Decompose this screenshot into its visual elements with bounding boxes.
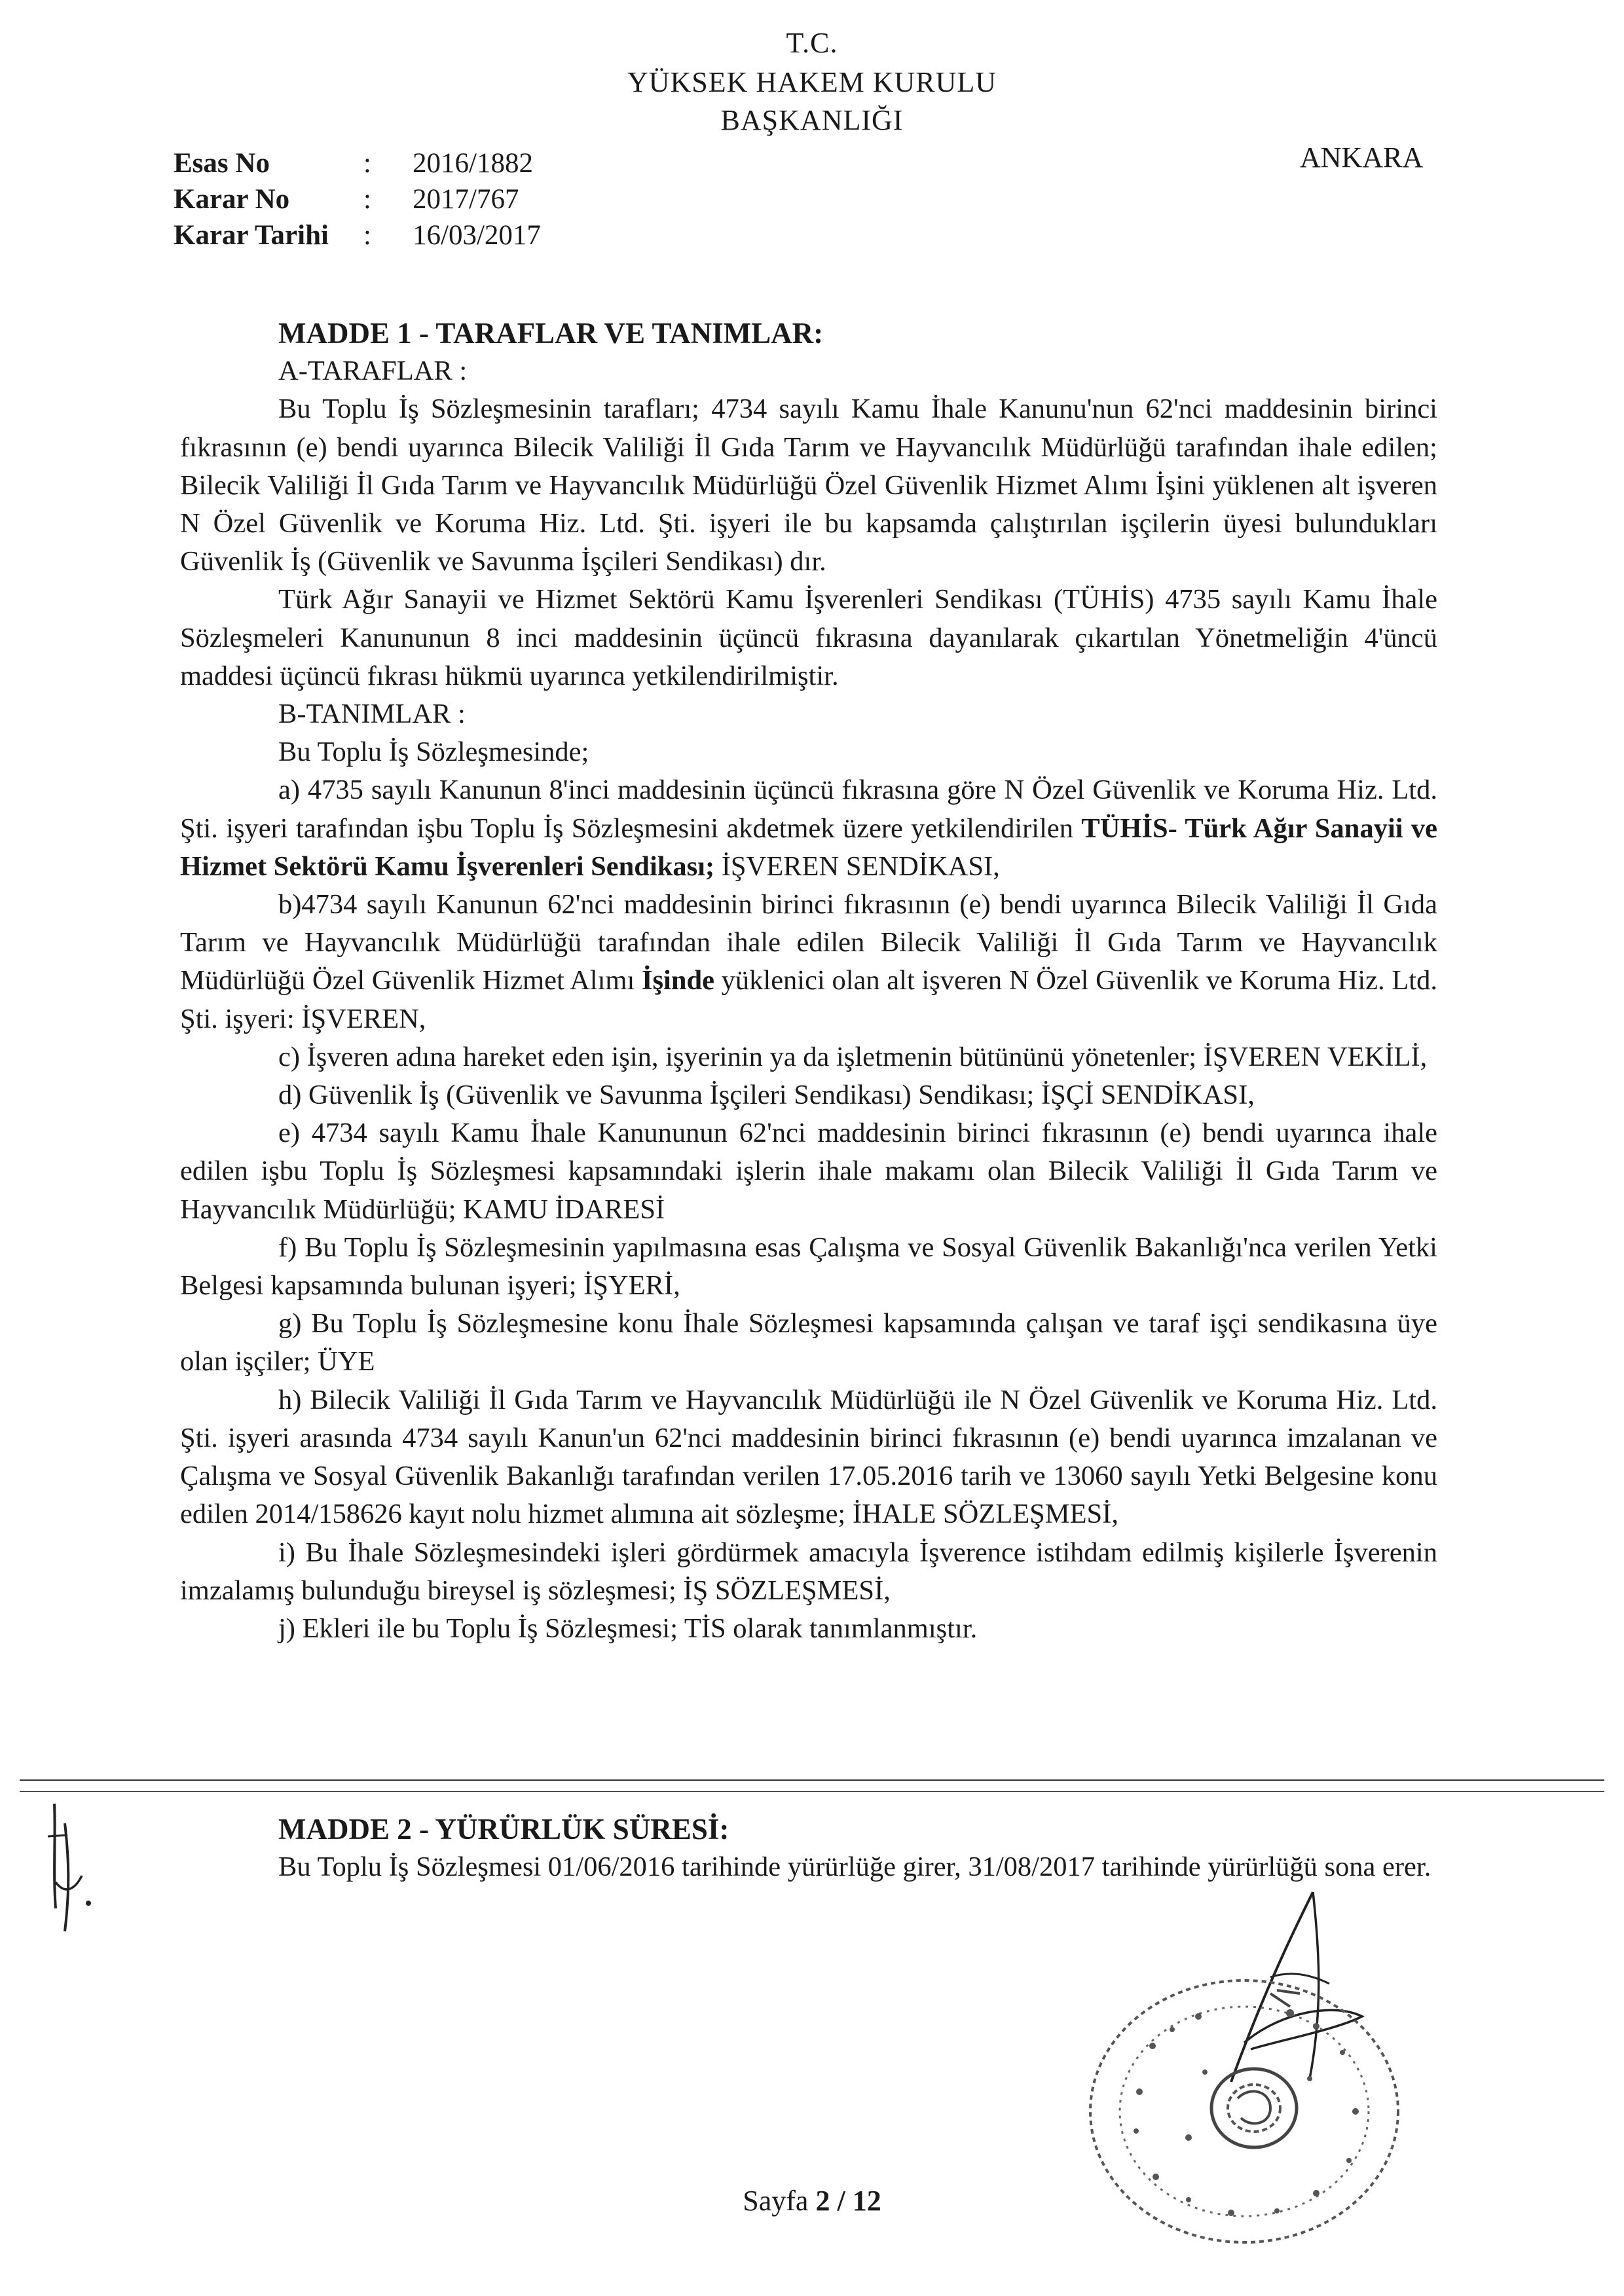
definition-i: i) Bu İhale Sözleşmesindeki işleri gördürmek amacıyla İşverence istihdam edilmiş kişilerle İşverenin imzalamış bulunduğu bireysel iş sözleşmesi; İŞ SÖZLEŞMESİ, (180, 1537, 1437, 1606)
b-tanimlar-title: B-TANIMLAR : (278, 699, 466, 730)
meta-esas-no (174, 147, 533, 179)
definition-b-tail: yüklenici olan alt işveren N Özel Güvenlik ve Koruma Hiz. Ltd. Şti. işyeri: İŞVEREN, (180, 965, 1437, 1034)
definition-a-text: a) 4735 sayılı Kanunun 8'inci maddesinin üçüncü fıkrasına göre N Özel Güvenlik ve Koruma Hiz. Ltd. Şti. işyeri tarafından işbu Toplu İş Sözleşmesini akdetmek üzere yetkilendirilen (180, 774, 1437, 844)
b-tanimlar-intro: Bu Toplu İş Sözleşmesinde; (278, 737, 589, 768)
page-number (0, 2184, 1624, 2217)
meta-sep: : (363, 148, 371, 179)
meta-karar-tarihi (174, 219, 541, 251)
page-number-value: 2 / 12 (815, 2185, 881, 2217)
header-tc: T.C. (786, 27, 838, 59)
a-taraflar-title: A-TARAFLAR : (278, 355, 468, 387)
definition-g: g) Bu Toplu İş Sözleşmesine konu İhale Sözleşmesi kapsamında çalışan ve taraf işçi sendikasına üye olan işçiler; ÜYE (180, 1308, 1437, 1377)
a-taraflar-paragraph-2: Türk Ağır Sanayii ve Hizmet Sektörü Kamu İşverenleri Sendikası (TÜHİS) 4735 sayılı Kamu İhale Sözleşmeleri Kanununun 8 inci maddesinin üçüncü fıkrasına dayanılarak çıkartılan Yönetmeliğin 4'üncü maddesi üçüncü fıkrası hükmü uyarınca yetkilendirilmiştir. (180, 584, 1437, 691)
madde-2-text: Bu Toplu İş Sözleşmesi 01/06/2016 tarihinde yürürlüğe girer, 31/08/2017 tarihinde yürürlüğü sona erer. (278, 1851, 1431, 1882)
madde-1-section (180, 314, 1437, 1648)
meta-label: Karar No (174, 184, 290, 215)
madde-2-section (180, 1810, 1437, 1886)
meta-karar-no (174, 183, 519, 215)
meta-value: 16/03/2017 (413, 220, 541, 251)
meta-value: 2016/1882 (413, 148, 533, 179)
definition-f: f) Bu Toplu İş Sözleşmesinin yapılmasına esas Çalışma ve Sosyal Güvenlik Bakanlığı'nca verilen Yetki Belgesi kapsamında bulunan işyeri; İŞYERİ, (180, 1231, 1437, 1302)
madde-2-title: MADDE 2 - YÜRÜRLÜK SÜRESİ: (278, 1813, 729, 1846)
definition-h: h) Bilecik Valiliği İl Gıda Tarım ve Hayvancılık Müdürlüğü ile N Özel Güvenlik ve Koruma Hiz. Ltd. Şti. işyeri arasında 4734 sayılı Kanun'un 62'nci maddesinin birinci fıkrasının (e) bendi uyarınca imzalanan ve Çalışma ve Sosyal Güvenlik Bakanlığı tarafından verilen 17.05.2016 tarih ve 13060 sayılı Yetki Belgesine konu edilen 2014/158626 kayıt nolu hizmet alımına ait sözleşme; İHALE SÖZLEŞMESİ, (180, 1384, 1437, 1530)
meta-value: 2017/767 (413, 184, 519, 215)
header-presidency: BAŞKANLIĞI (720, 104, 904, 136)
definition-b-bold: İşinde (641, 965, 714, 996)
a-taraflar-paragraph-1: Bu Toplu İş Sözleşmesinin tarafları; 4734 sayılı Kamu İhale Kanunu'nun 62'nci maddesinin birinci fıkrasının (e) bendi uyarınca Bilecik Valiliği İl Gıda Tarım ve Hayvancılık Müdürlüğü tarafından ihale edilen; Bilecik Valiliği İl Gıda Tarım ve Hayvancılık Müdürlüğü Özel Güvenlik Hizmet Alımı İşini yüklenen alt işveren N Özel Güvenlik ve Koruma Hiz. Ltd. Şti. işyeri ile bu kapsamda çalıştırılan işçilerin üyesi bulundukları Güvenlik İş (Güvenlik ve Savunma İşçileri Sendikası) dır. (180, 393, 1437, 577)
section-divider-bottom (20, 1791, 1604, 1792)
margin-initials-icon (36, 1797, 108, 1941)
definition-b-text: b)4734 sayılı Kanunun 62'nci maddesinin birinci fıkrasının (e) bendi uyarınca Bilecik Valiliği İl Gıda Tarım ve Hayvancılık Müdürlüğü tarafından ihale edilen Bilecik Valiliği İl Gıda Tarım ve Hayvancılık Müdürlüğü Özel Güvenlik Hizmet Alımı (180, 889, 1437, 996)
page-number-prefix: Sayfa (743, 2185, 816, 2217)
definition-a-tail: İŞVEREN SENDİKASI, (714, 850, 1000, 882)
header-city: ANKARA (1300, 141, 1424, 173)
definition-b (180, 886, 1437, 1038)
section-divider-top (20, 1779, 1604, 1781)
definition-a (180, 771, 1437, 886)
definition-e: e) 4734 sayılı Kamu İhale Kanununun 62'nci maddesinin birinci fıkrasının (e) bendi uyarınca ihale edilen işbu Toplu İş Sözleşmesi kapsamındaki işlerin ihale makamı olan Bilecik Valiliği İl Gıda Tarım ve Hayvancılık Müdürlüğü; KAMU İDARESİ (180, 1118, 1437, 1225)
meta-label: Esas No (174, 148, 270, 179)
definition-j: j) Ekleri ile bu Toplu İş Sözleşmesi; TİS olarak tanımlanmıştır. (278, 1613, 978, 1644)
definition-a-bold: TÜHİS- Türk Ağır Sanayii ve Hizmet Sektörü Kamu İşverenleri Sendikası; (180, 812, 1437, 882)
madde-1-title: MADDE 1 - TARAFLAR VE TANIMLAR: (278, 317, 824, 350)
meta-sep: : (363, 184, 371, 215)
meta-label: Karar Tarihi (174, 220, 329, 251)
definition-c: c) İşveren adına hareket eden işin, işyerinin ya da işletmenin bütününü yönetenler; İŞVEREN VEKİLİ, (278, 1041, 1428, 1072)
definition-d: d) Güvenlik İş (Güvenlik ve Savunma İşçileri Sendikası) Sendikası; İŞÇİ SENDİKASI, (278, 1080, 1255, 1111)
meta-sep: : (363, 220, 371, 251)
header-institution: YÜKSEK HAKEM KURULU (627, 66, 997, 98)
